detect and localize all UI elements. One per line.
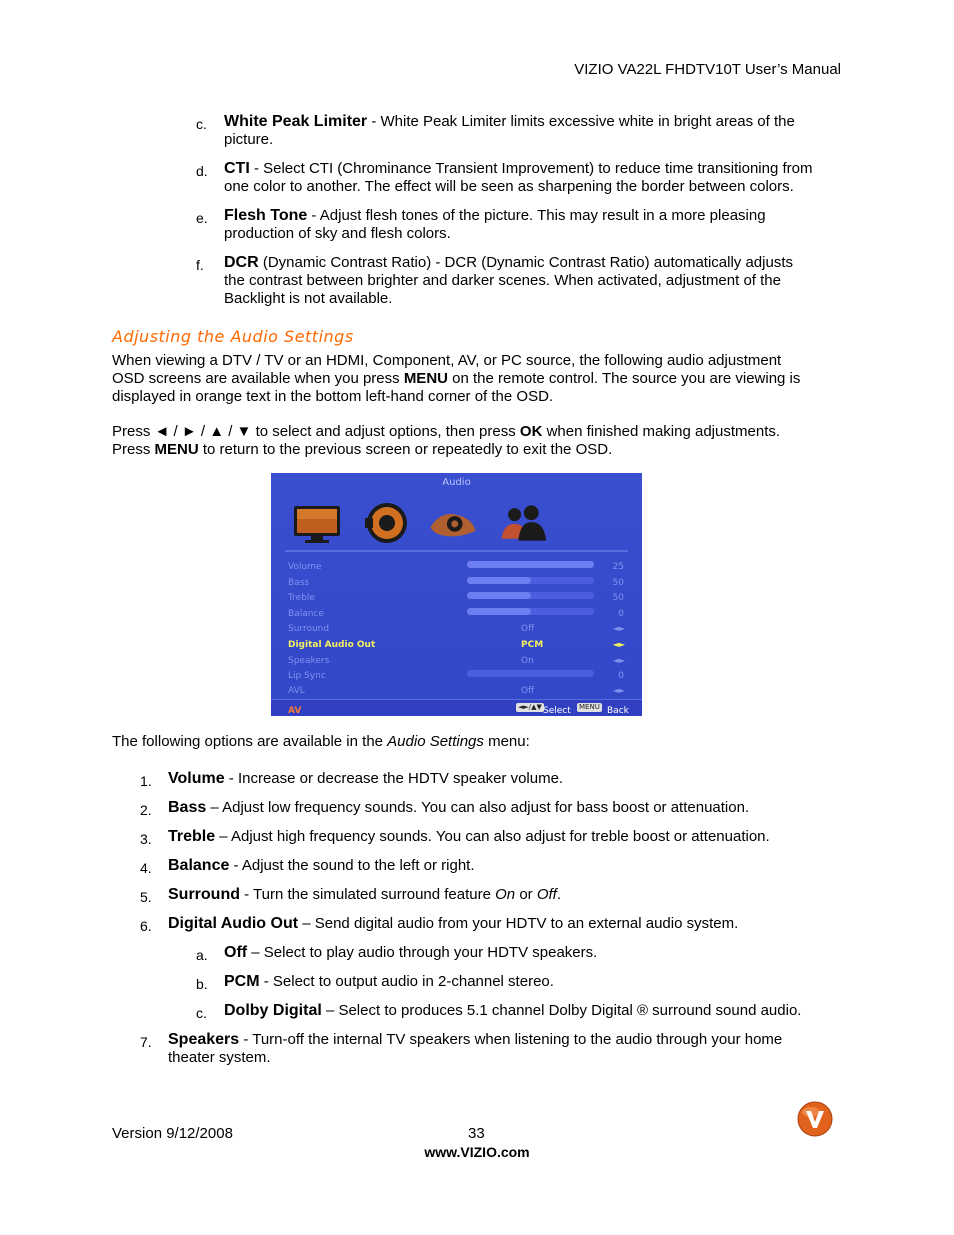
- description: one color to another. The effect will be seen as sharpening the border between colors.: [224, 178, 794, 195]
- list-marker: 5.: [140, 889, 152, 905]
- description: Backlight is not available.: [224, 290, 393, 307]
- osd-row-bass: [271, 573, 642, 588]
- text: Press: [112, 441, 155, 458]
- description: the contrast between brighter and darker scenes. When activated, adjustment of the: [224, 272, 781, 289]
- description: - Adjust the sound to the left or right.: [229, 857, 475, 874]
- list-marker: c.: [196, 1005, 207, 1021]
- osd-row-label: Lip Sync: [288, 671, 326, 681]
- description: - Select to output audio in 2-channel stereo.: [259, 973, 554, 990]
- list-marker: f.: [196, 257, 204, 273]
- term: Volume: [168, 770, 225, 787]
- text: The following options are available in the: [112, 733, 388, 750]
- osd-row-volume: [271, 557, 642, 572]
- osd-row-treble: [271, 588, 642, 603]
- term: Balance: [168, 857, 230, 874]
- osd-title: Audio: [442, 477, 471, 488]
- description: – Adjust high frequency sounds. You can also adjust for treble boost or attenuation.: [215, 828, 770, 845]
- osd-back-hint: Back: [607, 706, 629, 716]
- description: .: [556, 886, 562, 903]
- text: When viewing a DTV / TV or an HDMI, Component, AV, or PC source, the following audio adjustment: [112, 352, 782, 369]
- text: when finished making adjustments.: [542, 423, 781, 440]
- term: Treble: [168, 828, 216, 845]
- term: Speakers: [168, 1031, 240, 1048]
- footer-version: Version 9/12/2008: [112, 1125, 233, 1142]
- gear-hand-icon: [427, 500, 479, 546]
- osd-slider-fill: [467, 561, 594, 568]
- osd-row-digital-audio-out: [271, 635, 642, 650]
- list-marker: a.: [196, 947, 208, 963]
- osd-row-avl: [271, 681, 642, 696]
- osd-row-value: On: [521, 656, 534, 666]
- osd-row-label: Digital Audio Out: [288, 640, 376, 650]
- osd-row-value: 50: [612, 593, 624, 603]
- osd-row-balance: [271, 604, 642, 619]
- arrow-keys-icon: ◄►/▲▼: [518, 703, 542, 711]
- osd-row-label: Speakers: [288, 656, 330, 666]
- text-italic: Off: [536, 886, 557, 903]
- instructions-paragraph: [112, 423, 842, 459]
- text: menu:: [483, 733, 530, 750]
- left-right-arrow-icon: ◄►: [612, 686, 625, 695]
- osd-slider: [467, 561, 594, 568]
- options-intro: [112, 733, 842, 751]
- list-marker: d.: [196, 163, 208, 179]
- description: – Select to produces 5.1 channel Dolby Digital ® surround sound audio.: [321, 1002, 802, 1019]
- osd-row-label: Surround: [288, 624, 330, 634]
- list-marker: 1.: [140, 773, 152, 789]
- list-marker: b.: [196, 976, 208, 992]
- description: (Dynamic Contrast Ratio) - DCR (Dynamic Contrast Ratio) automatically adjusts: [258, 254, 793, 271]
- description: - Adjust flesh tones of the picture. This may result in a more pleasing: [307, 207, 766, 224]
- osd-row-label: Treble: [288, 593, 315, 603]
- list-marker: e.: [196, 210, 208, 226]
- vizio-logo-icon: [797, 1101, 833, 1137]
- description: - Increase or decrease the HDTV speaker volume.: [224, 770, 564, 787]
- text-italic: On: [495, 886, 516, 903]
- osd-row-value: Off: [521, 686, 535, 696]
- text-bold: OK: [519, 423, 543, 440]
- osd-row-label: Balance: [288, 609, 324, 619]
- list-marker: c.: [196, 116, 207, 132]
- left-right-arrow-icon: ◄►: [612, 656, 625, 665]
- description: production of sky and flesh colors.: [224, 225, 451, 242]
- term: PCM: [224, 973, 260, 990]
- text: OSD screens are available when you press: [112, 370, 404, 387]
- left-right-arrow-icon: ◄►: [612, 640, 625, 649]
- menu-key-icon: MENU: [579, 703, 600, 711]
- description: - Select CTI (Chrominance Transient Improvement) to reduce time transitioning from: [249, 160, 813, 177]
- osd-divider: [285, 550, 628, 552]
- osd-slider-fill: [467, 608, 531, 615]
- osd-slider: [467, 577, 594, 584]
- users-icon: [496, 500, 548, 546]
- description: – Adjust low frequency sounds. You can also adjust for bass boost or attenuation.: [206, 799, 750, 816]
- section-title: Adjusting the Audio Settings: [112, 327, 354, 346]
- osd-row-label: Volume: [288, 562, 322, 572]
- description: - White Peak Limiter limits excessive white in bright areas of the: [367, 113, 795, 130]
- osd-row-label: Bass: [288, 578, 310, 588]
- osd-row-surround: [271, 619, 642, 634]
- description: - Turn the simulated surround feature: [240, 886, 496, 903]
- description: – Send digital audio from your HDTV to an external audio system.: [298, 915, 739, 932]
- intro-paragraph: [112, 352, 842, 406]
- left-right-arrow-icon: ◄►: [612, 624, 625, 633]
- text: Press ◄ / ► / ▲ / ▼ to select and adjust options, then press: [112, 423, 520, 440]
- osd-source-label: AV: [288, 706, 302, 716]
- osd-row-value: 25: [612, 562, 624, 572]
- osd-slider-fill: [467, 592, 531, 599]
- page-number: 33: [468, 1125, 485, 1142]
- term: DCR: [224, 254, 259, 271]
- osd-slider: [467, 608, 594, 615]
- header-title: VIZIO VA22L FHDTV10T User’s Manual: [574, 61, 841, 78]
- osd-slider: [467, 670, 594, 677]
- description: theater system.: [168, 1049, 271, 1066]
- term: CTI: [224, 160, 250, 177]
- term: Bass: [168, 799, 207, 816]
- term: Surround: [168, 886, 240, 903]
- text: to return to the previous screen or repeatedly to exit the OSD.: [198, 441, 613, 458]
- description: – Select to play audio through your HDTV speakers.: [247, 944, 598, 961]
- text-italic: Audio Settings: [387, 733, 484, 750]
- osd-row-lip-sync: [271, 666, 642, 681]
- text-bold: MENU: [154, 441, 199, 458]
- description: picture.: [224, 131, 274, 148]
- osd-row-value: 0: [618, 671, 624, 681]
- osd-row-value: Off: [521, 624, 535, 634]
- audio-osd-screenshot: [271, 473, 642, 716]
- text-bold: MENU: [403, 370, 448, 387]
- text: displayed in orange text in the bottom left-hand corner of the OSD.: [112, 388, 554, 405]
- list-marker: 7.: [140, 1034, 152, 1050]
- osd-select-hint: Select: [543, 706, 571, 716]
- list-marker: 2.: [140, 802, 152, 818]
- footer-url: www.VIZIO.com: [424, 1144, 530, 1160]
- list-marker: 3.: [140, 831, 152, 847]
- osd-status-bar: [271, 699, 642, 716]
- speaker-icon: [359, 500, 411, 546]
- tv-icon: [291, 500, 343, 546]
- term: Flesh Tone: [224, 207, 308, 224]
- term: White Peak Limiter: [224, 113, 368, 130]
- osd-row-speakers: [271, 651, 642, 666]
- osd-row-value: 0: [618, 609, 624, 619]
- osd-slider-fill: [467, 577, 531, 584]
- description: or: [515, 886, 537, 903]
- term: Digital Audio Out: [168, 915, 299, 932]
- text: on the remote control. The source you are viewing is: [447, 370, 801, 387]
- list-marker: 6.: [140, 918, 152, 934]
- osd-row-value: 50: [612, 578, 624, 588]
- osd-slider: [467, 592, 594, 599]
- term: Dolby Digital: [224, 1002, 322, 1019]
- list-marker: 4.: [140, 860, 152, 876]
- description: - Turn-off the internal TV speakers when listening to the audio through your home: [239, 1031, 783, 1048]
- osd-row-label: AVL: [288, 686, 305, 696]
- osd-row-value: PCM: [521, 640, 544, 650]
- term: Off: [224, 944, 248, 961]
